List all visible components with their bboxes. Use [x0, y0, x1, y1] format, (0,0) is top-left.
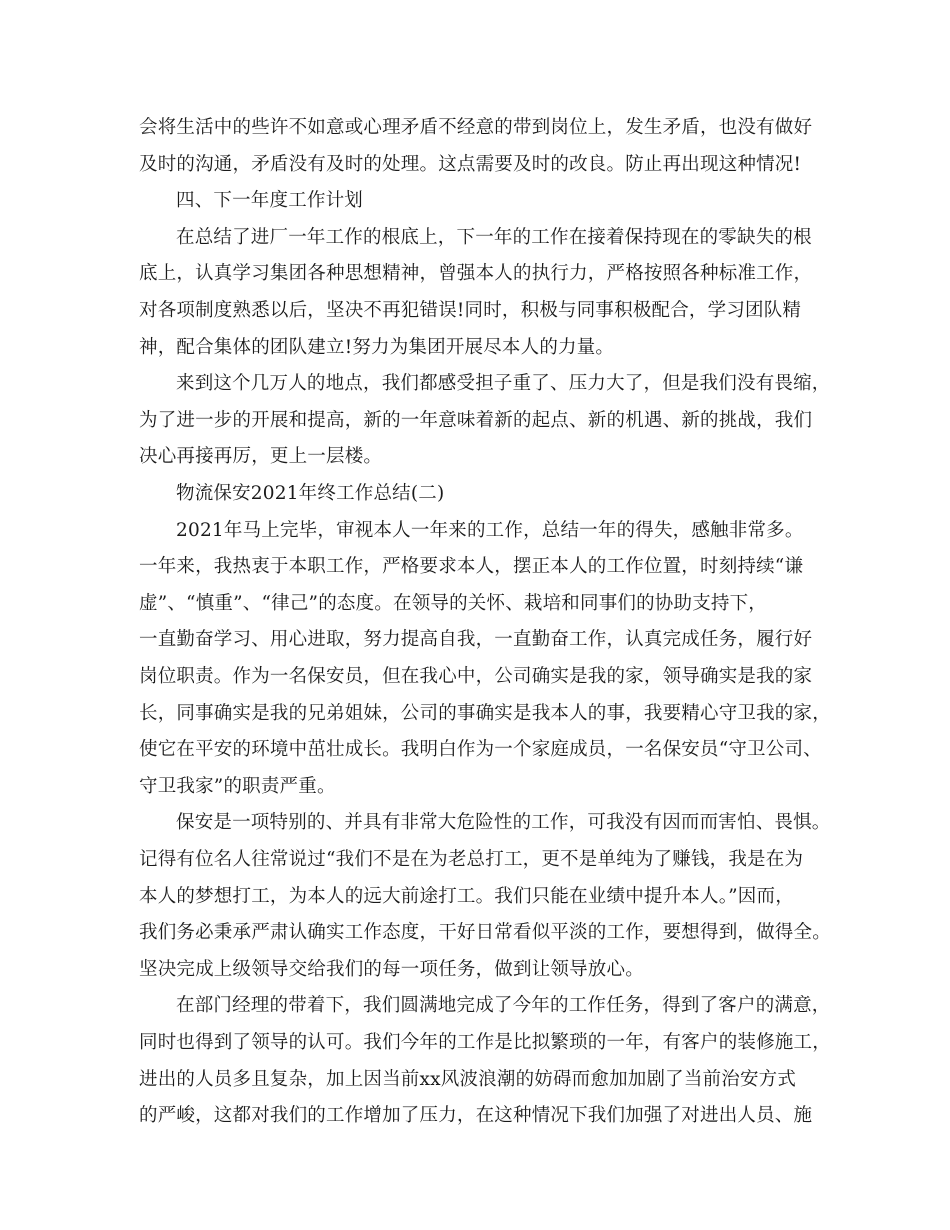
- text-line: 进出的人员多且复杂，加上因当前xx风波浪潮的妨碍而愈加加剧了当前治安方式: [139, 1068, 797, 1090]
- text-line: 决心再接再厉，更上一层楼。: [139, 446, 383, 468]
- text-line: 虚”、“慎重”、“律己”的态度。在领导的关怀、栽培和同事们的协助支持下，: [139, 592, 767, 614]
- text-line: 会将生活中的些许不如意或心理矛盾不经意的带到岗位上，发生矛盾，也没有做好: [139, 117, 813, 138]
- text-line: 我们务必秉承严肃认确实工作态度，干好日常看似平淡的工作，要想得到，做得全。: [139, 922, 831, 944]
- text-line: 2021年马上完毕，审视本人一年来的工作，总结一年的得失，感触非常多。: [176, 519, 804, 541]
- text-line: 一直勤奋学习、用心进取，努力提高自我，一直勤奋工作，认真完成任务，履行好: [139, 629, 813, 651]
- text-line: 神，配合集体的团队建立!努力为集团开展尽本人的力量。: [139, 336, 615, 358]
- text-line: 记得有位名人往常说过“我们不是在为老总打工，更不是单纯为了赚钱，我是在为: [139, 849, 804, 870]
- text-line: 四、下一年度工作计划: [176, 190, 364, 212]
- text-line: 对各项制度熟悉以后，坚决不再犯错误!同时，积极与同事积极配合，学习团队精: [139, 300, 802, 321]
- text-line: 在部门经理的带着下，我们圆满地完成了今年的工作任务，得到了客户的满意，: [176, 995, 831, 1017]
- text-line: 一年来，我热衷于本职工作，严格要求本人，摆正本人的工作位置，时刻持续“谦: [139, 556, 804, 578]
- text-line: 物流保安2021年终工作总结(二): [176, 483, 445, 504]
- text-line: 及时的沟通，矛盾没有及时的处理。这点需要及时的改良。防止再出现这种情况!: [139, 153, 802, 175]
- text-line: 岗位职责。作为一名保安员，但在我心中，公司确实是我的家，领导确实是我的家: [139, 666, 813, 687]
- text-line: 在总结了进厂一年工作的根底上，下一年的工作在接着保持现在的零缺失的根: [176, 226, 812, 248]
- text-line: 本人的梦想打工，为本人的远大前途打工。我们只能在业绩中提升本人。”因而，: [139, 885, 794, 907]
- text-line: 的严峻，这都对我们的工作增加了压力，在这种情况下我们加强了对进出人员、施: [139, 1105, 813, 1127]
- text-line: 保安是一项特别的、并具有非常大危险性的工作，可我没有因而而害怕、畏惧。: [176, 812, 831, 834]
- text-line: 来到这个几万人的地点，我们都感受担子重了、压力大了，但是我们没有畏缩，: [176, 373, 831, 395]
- text-line: 同时也得到了领导的认可。我们今年的工作是比拟繁琐的一年，有客户的装修施工，: [139, 1032, 831, 1053]
- text-line: 使它在平安的环境中茁壮成长。我明白作为一个家庭成员，一名保安员“守卫公司、: [139, 739, 822, 761]
- text-line: 守卫我家”的职责严重。: [139, 775, 336, 797]
- text-line: 为了进一步的开展和提高，新的一年意味着新的起点、新的机遇、新的挑战，我们: [139, 409, 813, 431]
- text-line: 底上，认真学习集团各种思想精神，曾强本人的执行力，严格按照各种标准工作，: [139, 263, 813, 285]
- text-line: 长，同事确实是我的兄弟姐妹，公司的事确实是我本人的事，我要精心守卫我的家，: [139, 702, 831, 724]
- text-line: 坚决完成上级领导交给我们的每一项任务，做到让领导放心。: [139, 958, 644, 980]
